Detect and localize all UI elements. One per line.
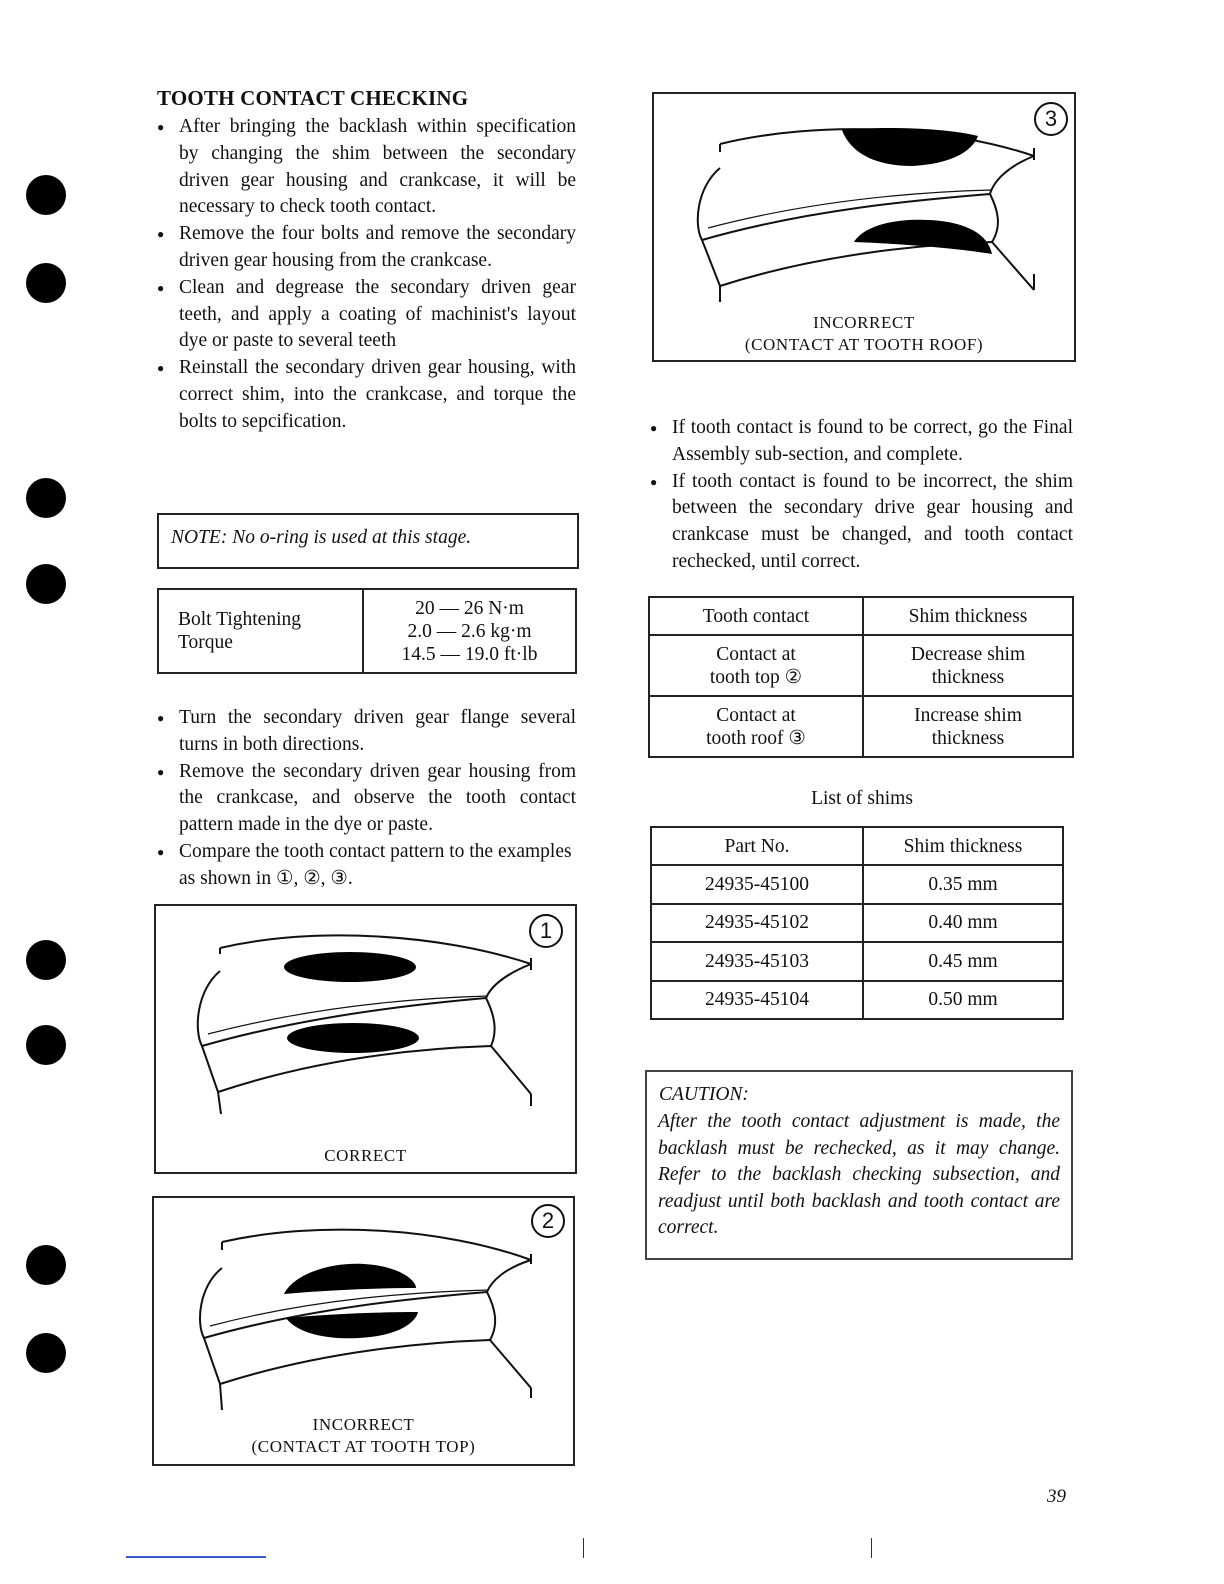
part-number-cell: 24935-45103 [651, 942, 863, 980]
cell-line: thickness [931, 727, 1005, 749]
torque-value-nm: 20 — 26 N·m [415, 597, 524, 619]
caption-line1: CORRECT [324, 1146, 407, 1165]
tooth-contact-table [648, 596, 1074, 758]
thickness-cell: 0.45 mm [863, 942, 1063, 980]
caution-title: CAUTION: [659, 1084, 749, 1105]
left-bullet-list-1 [157, 114, 576, 436]
table-header-cell: Tooth contact [649, 597, 863, 635]
figure-correct-contact [154, 904, 577, 1174]
binder-hole [26, 478, 66, 518]
list-item: ● After bringing the backlash within specification by changing the shim between the secondary driven gear housing and crankcase, it will be necessary to check tooth contact. [157, 114, 576, 221]
cell-line: tooth roof ③ [706, 727, 806, 749]
table-cell [649, 635, 863, 696]
torque-label-line2: Torque [178, 632, 233, 653]
binder-hole [26, 1245, 66, 1285]
list-item: ● Compare the tooth contact pattern to the examples as shown in ①, ②, ③. [157, 839, 576, 893]
list-item: ● Reinstall the secondary driven gear housing, with correct shim, into the crankcase, and torque the bolts to sepcification. [157, 355, 576, 435]
contact-pattern-mark [284, 952, 416, 982]
figure-caption [654, 312, 1074, 356]
part-number-cell: 24935-45102 [651, 904, 863, 942]
thickness-cell: 0.50 mm [863, 981, 1063, 1019]
contact-pattern-mark [286, 1312, 418, 1338]
table-header-cell: Part No. [651, 827, 863, 865]
scan-mark [126, 1556, 266, 1558]
note-box [157, 513, 579, 569]
table-header-row [649, 597, 1073, 635]
figure-contact-tooth-top [152, 1196, 575, 1466]
table-header-row [651, 827, 1063, 865]
binder-hole [26, 940, 66, 980]
torque-value-kgm: 2.0 — 2.6 kg·m [407, 620, 532, 642]
cell-line: Decrease shim [910, 643, 1026, 665]
list-item: ● Turn the secondary driven gear flange several turns in both directions. [157, 705, 576, 759]
table-row [651, 904, 1063, 942]
list-item: ● If tooth contact is found to be correct, go the Final Assembly sub-section, and complete. [650, 415, 1073, 469]
list-item: ● Remove the four bolts and remove the secondary driven gear housing from the crankcase. [157, 221, 576, 275]
list-item: ● Clean and degrease the secondary driven gear teeth, and apply a coating of machinist's layout dye or paste to several teeth [157, 275, 576, 355]
part-number-cell: 24935-45100 [651, 865, 863, 903]
part-number-cell: 24935-45104 [651, 981, 863, 1019]
caption-line1: INCORRECT [312, 1415, 415, 1434]
table-row [651, 942, 1063, 980]
caption-line2: (CONTACT AT TOOTH ROOF) [744, 335, 984, 354]
table-row [651, 865, 1063, 903]
figure-caption [156, 1145, 575, 1167]
torque-value-ftlb: 14.5 — 19.0 ft·lb [401, 643, 538, 665]
table-cell [863, 696, 1073, 757]
contact-pattern-mark [287, 1023, 419, 1053]
gear-tooth-diagram [156, 906, 575, 1172]
binder-hole [26, 1025, 66, 1065]
thickness-cell: 0.40 mm [863, 904, 1063, 942]
shims-list-title: List of shims [811, 788, 913, 809]
figure-number-badge: 3 [1034, 102, 1068, 136]
torque-label-line1: Bolt Tightening [178, 609, 301, 630]
binder-hole [26, 263, 66, 303]
contact-pattern-mark [284, 1264, 416, 1294]
caption-line1: INCORRECT [813, 313, 915, 332]
figure-number-badge: 2 [531, 1204, 565, 1238]
cell-line: tooth top ② [709, 666, 803, 688]
caption-line2: (CONTACT AT TOOTH TOP) [251, 1437, 476, 1456]
shims-table [650, 826, 1064, 1020]
binder-hole [26, 1333, 66, 1373]
section-title: TOOTH CONTACT CHECKING [157, 86, 469, 110]
figure-contact-tooth-roof [652, 92, 1076, 362]
figure-number-badge: 1 [529, 914, 563, 948]
caution-text: After the tooth contact adjustment is made, the backlash must be rechecked, as it may change. Refer to the backlash checking subsection, and readjust until both backlash and tooth contact are correct. [658, 1111, 1060, 1238]
right-bullet-list [650, 415, 1073, 576]
torque-value-cell [363, 589, 576, 673]
cell-line: Contact at [716, 704, 796, 726]
torque-label-cell [158, 589, 363, 673]
cell-line: Contact at [716, 643, 796, 665]
table-header-cell: Shim thickness [863, 827, 1063, 865]
list-item: ● Remove the secondary driven gear housing from the crankcase, and observe the tooth contact pattern made in the dye or paste. [157, 759, 576, 839]
list-item: ● If tooth contact is found to be incorrect, the shim between the secondary drive gear housing and crankcase must be changed, and tooth contact rechecked, until correct. [650, 469, 1073, 576]
table-row [649, 696, 1073, 757]
torque-spec-table [157, 588, 577, 674]
table-header-cell: Shim thickness [863, 597, 1073, 635]
contact-pattern-mark [854, 220, 992, 254]
cell-line: thickness [931, 666, 1005, 688]
scan-mark [583, 1538, 584, 1558]
table-cell [863, 635, 1073, 696]
cell-line: Increase shim [914, 704, 1022, 726]
figure-caption [154, 1414, 573, 1458]
contact-pattern-mark [842, 128, 978, 166]
page-number: 39 [1047, 1486, 1066, 1507]
note-text: NOTE: No o-ring is used at this stage. [171, 527, 472, 548]
table-row [651, 981, 1063, 1019]
left-bullet-list-2 [157, 705, 576, 893]
scan-mark [871, 1538, 872, 1558]
table-row [649, 635, 1073, 696]
thickness-cell: 0.35 mm [863, 865, 1063, 903]
binder-hole [26, 175, 66, 215]
binder-hole [26, 564, 66, 604]
table-cell [649, 696, 863, 757]
caution-box [645, 1070, 1073, 1260]
